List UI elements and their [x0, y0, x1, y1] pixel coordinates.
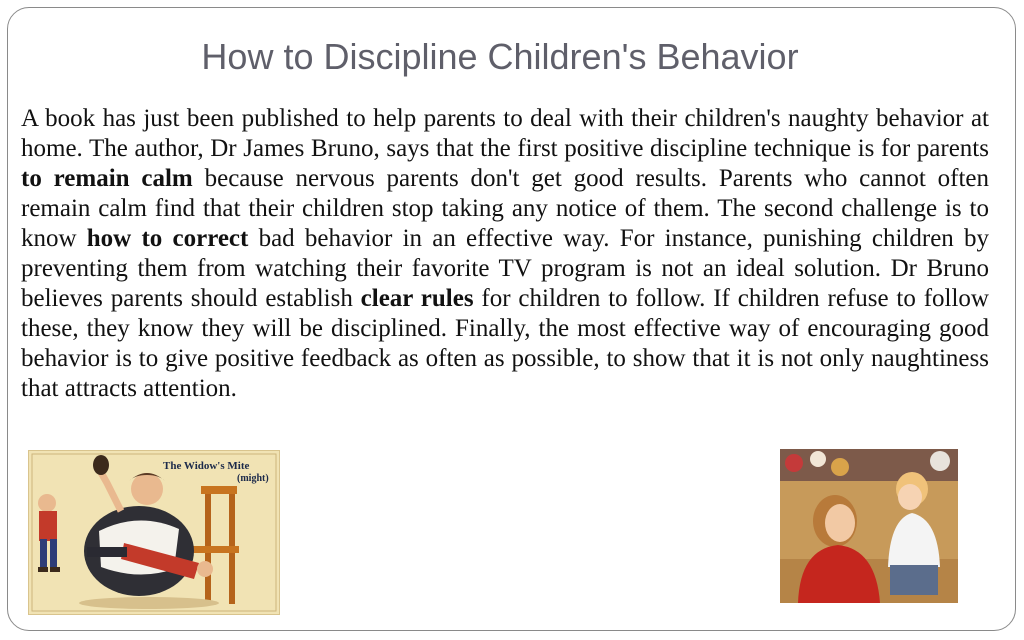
text-run: bad behavior in an effective way. For instance, punishing children by preventing them from watching their favorite TV program is not an ideal solution. Dr Bruno believes parents should establish [21, 225, 990, 312]
text-run: for children to follow. If children refuse to follow these, they know they will be disciplined. Finally, the most effective way of encouraging good behavior is to give positive feedback as often as possible, to show that it is not only naughtiness that attracts attention. [21, 285, 989, 402]
bold-phrase-how-to-correct: how to correct [86, 225, 249, 252]
bold-phrase-clear-rules: clear rules [360, 285, 474, 312]
cartoon-caption-subtitle: (might) [237, 473, 269, 484]
cartoon-caption-title: The Widow's Mite [163, 460, 250, 472]
body-paragraph [21, 104, 989, 404]
slide-title: How to Discipline Children's Behavior [201, 36, 799, 77]
text-run: because nervous parents don't get good results. Parents who cannot often remain calm find that their children stop taking any notice of them. The second challenge is to know [21, 165, 989, 252]
mother-child-photo [780, 449, 958, 603]
text-run: A book has just been published to help parents to deal with their children's naughty behavior at home. The author, Dr James Bruno, says that the first positive discipline technique is for parents [21, 105, 989, 162]
widows-mite-cartoon-image [28, 450, 280, 615]
bold-phrase-remain-calm: to remain calm [21, 165, 193, 192]
